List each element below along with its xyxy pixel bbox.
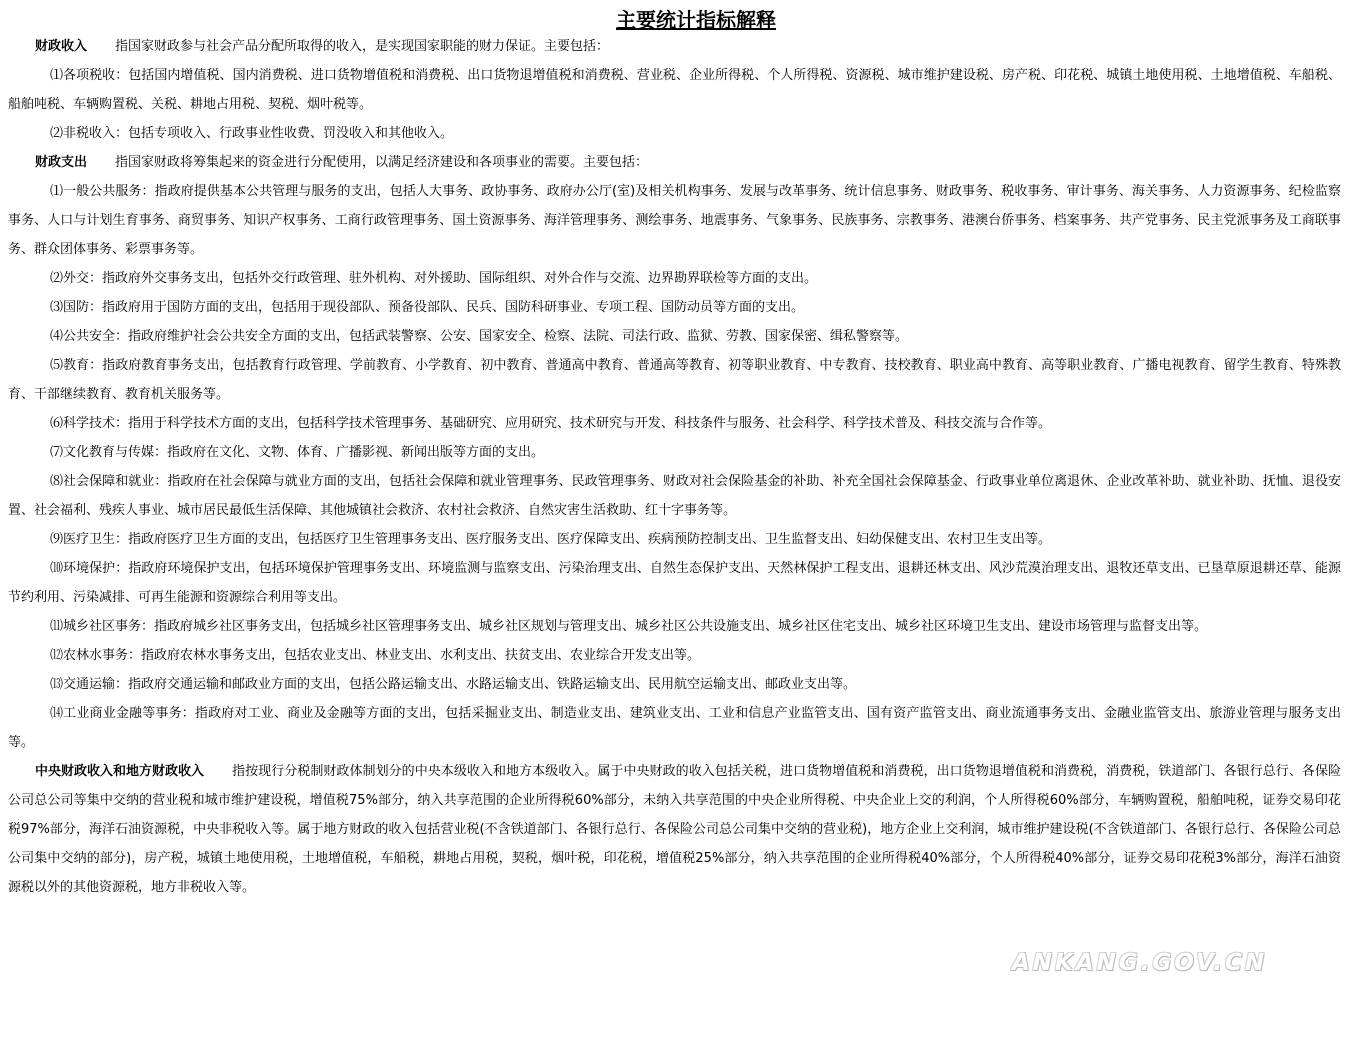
definition-revenue: 指国家财政参与社会产品分配所取得的收入，是实现国家职能的财力保证。主要包括： [115, 39, 610, 54]
term-central-local: 中央财政收入和地方财政收入 [35, 764, 205, 779]
expenditure-item-6: ⑹科学技术：指用于科学技术方面的支出，包括科学技术管理事务、基础研究、应用研究、技术研究与开发、科技条件与服务、社会科学、科学技术普及、科技交流与合作等。 [50, 416, 1052, 431]
expenditure-item-4: ⑷公共安全：指政府维护社会公共安全方面的支出，包括武装警察、公安、国家安全、检察、法院、司法行政、监狱、劳教、国家保密、缉私警察等。 [50, 329, 909, 344]
term-expenditure: 财政支出 [35, 155, 88, 170]
site-watermark: ANKANG.GOV.CN [1012, 950, 1268, 976]
revenue-item-1: ⑴各项税收：包括国内增值税、国内消费税、进口货物增值税和消费税、出口货物退增值税和消费税、营业税、企业所得税、个人所得税、资源税、城市维护建设税、房产税、印花税、城镇土地使用税、土地增值税、车船税、船舶吨税、车辆购置税、关税、耕地占用税、契税、烟叶税等。 [8, 68, 1341, 112]
expenditure-item-1: ⑴一般公共服务：指政府提供基本公共管理与服务的支出，包括人大事务、政协事务、政府办公厅(室)及相关机构事务、发展与改革事务、统计信息事务、财政事务、税收事务、审计事务、海关事务、人力资源事务、纪检监察事务、人口与计划生育事务、商贸事务、知识产权事务、工商行政管理事务、国土资源事务、海洋管理事务、测绘事务、地震事务、气象事务、民族事务、宗教事务、港澳台侨事务、档案事务、共产党事务、民主党派事务及工商联事务、群众团体事务、彩票事务等。 [8, 184, 1341, 257]
document-body [8, 32, 1341, 902]
expenditure-item-5: ⑸教育：指政府教育事务支出，包括教育行政管理、学前教育、小学教育、初中教育、普通高中教育、普通高等教育、初等职业教育、中专教育、技校教育、职业高中教育、高等职业教育、广播电视教育、留学生教育、特殊教育、干部继续教育、教育机关服务等。 [8, 358, 1341, 402]
expenditure-item-9: ⑼医疗卫生：指政府医疗卫生方面的支出，包括医疗卫生管理事务支出、医疗服务支出、医疗保障支出、疾病预防控制支出、卫生监督支出、妇幼保健支出、农村卫生支出等。 [50, 532, 1052, 547]
expenditure-item-2: ⑵外交：指政府外交事务支出，包括外交行政管理、驻外机构、对外援助、国际组织、对外合作与交流、边界勘界联检等方面的支出。 [50, 271, 818, 286]
section-central-local [8, 757, 1341, 902]
revenue-item-2: ⑵非税收入：包括专项收入、行政事业性收费、罚没收入和其他收入。 [50, 126, 454, 141]
expenditure-item-11: ⑾城乡社区事务：指政府城乡社区事务支出，包括城乡社区管理事务支出、城乡社区规划与管理支出、城乡社区公共设施支出、城乡社区住宅支出、城乡社区环境卫生支出、建设市场管理与监督支出等。 [50, 619, 1208, 634]
definition-central-local: 指按现行分税制财政体制划分的中央本级收入和地方本级收入。属于中央财政的收入包括关税，进口货物增值税和消费税，出口货物退增值税和消费税，消费税，铁道部门、各银行总行、各保险公司总公司等集中交纳的营业税和城市维护建设税，增值税75%部分，纳入共享范围的企业所得税60%部分，未纳入共享范围的中央企业所得税、中央企业上交的利润，个人所得税60%部分，车辆购置税，船舶吨税，证券交易印花税97%部分，海洋石油资源税，中央非税收入等。属于地方财政的收入包括营业税(不含铁道部门、各银行总行、各保险公司总公司集中交纳的营业税)，地方企业上交利润，城市维护建设税(不含铁道部门、各银行总行、各保险公司总公司集中交纳的部分)，房产税，城镇土地使用税，土地增值税，车船税，耕地占用税，契税，烟叶税，印花税，增值税25%部分，纳入共享范围的企业所得税40%部分，个人所得税40%部分，证券交易印花税3%部分，海洋石油资源税以外的其他资源税，地方非税收入等。 [8, 764, 1341, 895]
definition-expenditure: 指国家财政将筹集起来的资金进行分配使用，以满足经济建设和各项事业的需要。主要包括： [115, 155, 649, 170]
expenditure-item-12: ⑿农林水事务：指政府农林水事务支出，包括农业支出、林业支出、水利支出、扶贫支出、农业综合开发支出等。 [50, 648, 701, 663]
expenditure-item-10: ⑽环境保护：指政府环境保护支出，包括环境保护管理事务支出、环境监测与监察支出、污染治理支出、自然生态保护支出、天然林保护工程支出、退耕还林支出、风沙荒漠治理支出、退牧还草支出、已垦草原退耕还草、能源节约利用、污染减排、可再生能源和资源综合利用等支出。 [8, 561, 1341, 605]
section-expenditure [8, 148, 1341, 177]
expenditure-item-3: ⑶国防：指政府用于国防方面的支出，包括用于现役部队、预备役部队、民兵、国防科研事业、专项工程、国防动员等方面的支出。 [50, 300, 805, 315]
term-revenue: 财政收入 [35, 39, 88, 54]
page-title: 主要统计指标解释 [616, 8, 776, 32]
expenditure-item-8: ⑻社会保障和就业：指政府在社会保障与就业方面的支出，包括社会保障和就业管理事务、民政管理事务、财政对社会保险基金的补助、补充全国社会保障基金、行政事业单位离退休、企业改革补助、就业补助、抚恤、退役安置、社会福利、残疾人事业、城市居民最低生活保障、其他城镇社会救济、农村社会救济、自然灾害生活救助、红十字事务等。 [8, 474, 1341, 518]
expenditure-item-14: ⒁工业商业金融等事务：指政府对工业、商业及金融等方面的支出，包括采掘业支出、制造业支出、建筑业支出、工业和信息产业监管支出、国有资产监管支出、商业流通事务支出、金融业监管支出、旅游业管理与服务支出等。 [8, 706, 1341, 750]
expenditure-item-7: ⑺文化教育与传媒：指政府在文化、文物、体育、广播影视、新闻出版等方面的支出。 [50, 445, 545, 460]
section-revenue [8, 32, 1341, 61]
expenditure-item-13: ⒀交通运输：指政府交通运输和邮政业方面的支出，包括公路运输支出、水路运输支出、铁路运输支出、民用航空运输支出、邮政业支出等。 [50, 677, 857, 692]
